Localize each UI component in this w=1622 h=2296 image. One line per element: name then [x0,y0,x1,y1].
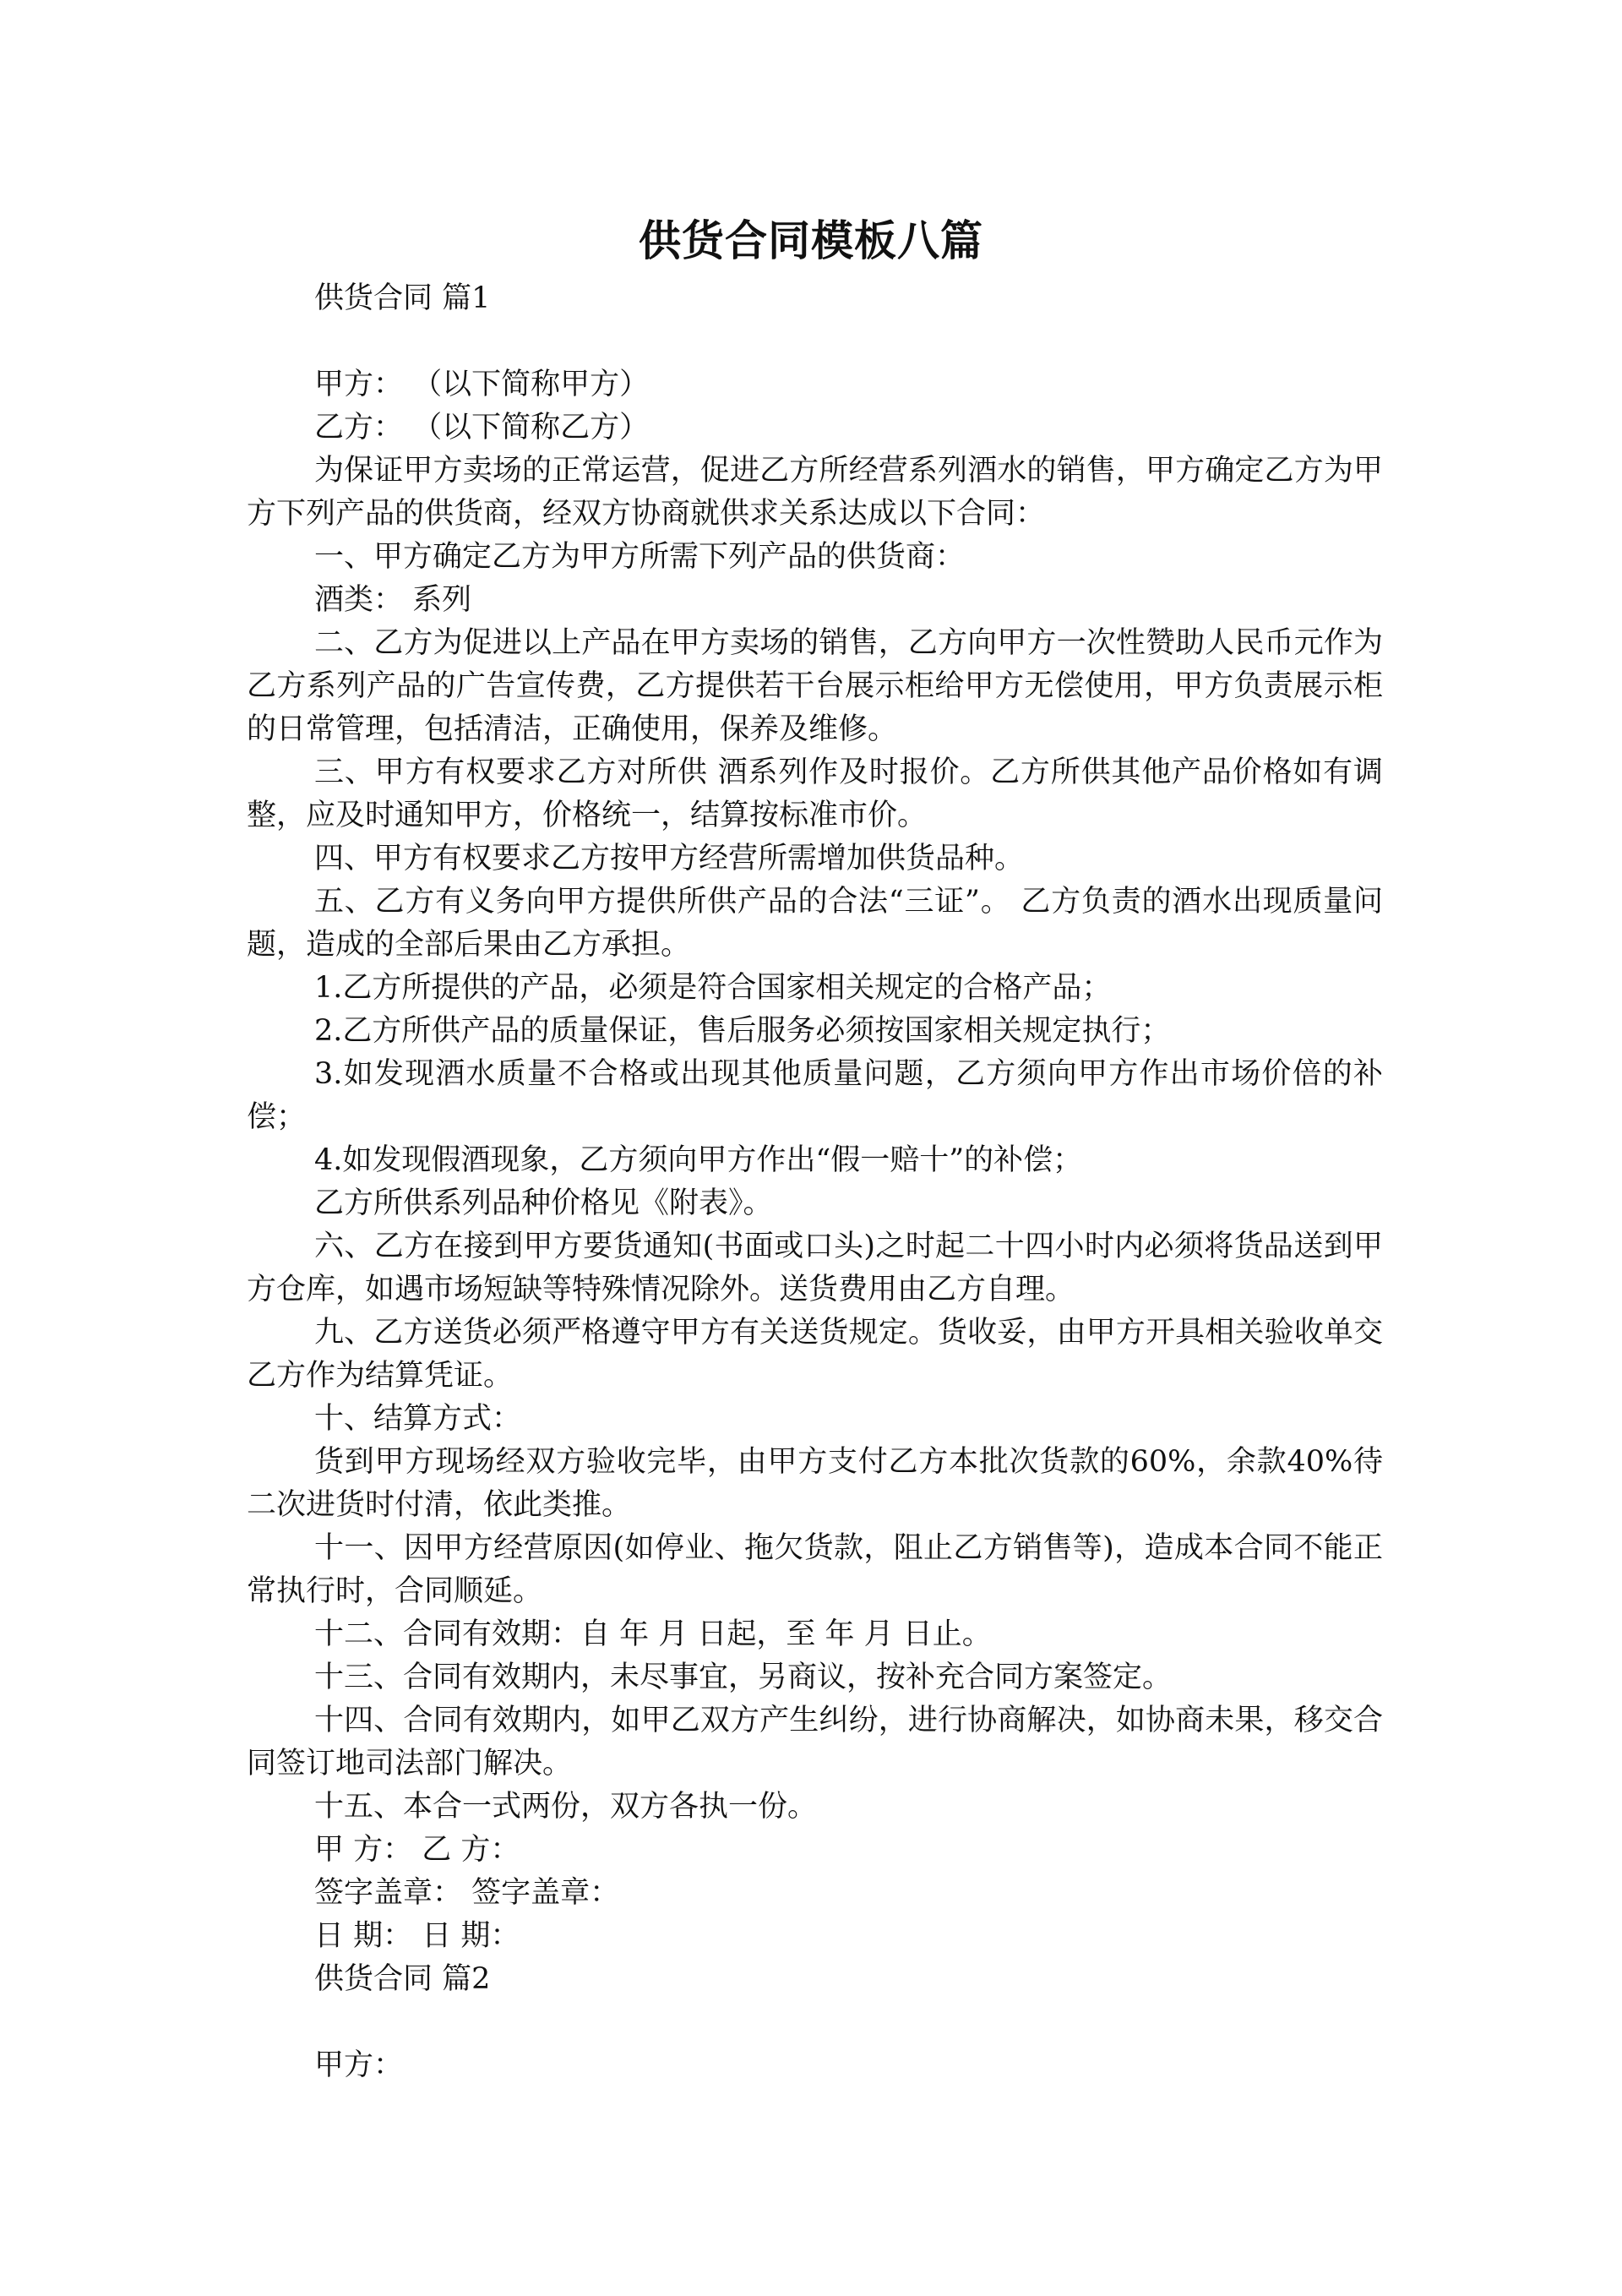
blank-line [247,320,1383,363]
paragraph: 二、乙方为促进以上产品在甲方卖场的销售，乙方向甲方一次性赞助人民币元作为乙方系列产品的广告宣传费，乙方提供若干台展示柜给甲方无偿使用，甲方负责展示柜的日常管理，包括清洁，正确使用，保养及维修。 [247,626,1383,746]
paragraph: 为保证甲方卖场的正常运营，促进乙方所经营系列酒水的销售，甲方确定乙方为甲方下列产品的供货商，经双方协商就供求关系达成以下合同： [247,454,1383,531]
paragraph: 十一、因甲方经营原因(如停业、拖欠货款，阻止乙方销售等)，造成本合同不能正常执行时，合同顺延。 [247,1531,1383,1608]
paragraph: 十、结算方式： [314,1402,522,1436]
paragraph: 1.乙方所提供的产品，必须是符合国家相关规定的合格产品； [314,971,1112,1005]
paragraph: 乙方： （以下简称乙方） [314,411,650,444]
paragraph: 十二、合同有效期：自 年 月 日起，至 年 月 日止。 [314,1617,992,1651]
paragraph: 供货合同 篇1 [314,281,491,315]
paragraph: 货到甲方现场经双方验收完毕，由甲方支付乙方本批次货款的60%，余款40%待二次进货时付清，依此类推。 [247,1445,1383,1522]
document-title: 供货合同模板八篇 [639,215,983,265]
paragraph: 4.如发现假酒现象，乙方须向甲方作出“假一赔十”的补偿； [314,1143,1083,1177]
paragraph: 甲方： [314,2048,404,2082]
blank-line [247,2001,1383,2044]
paragraph: 十四、合同有效期内，如甲乙双方产生纠纷，进行协商解决，如协商未果，移交合同签订地司法部门解决。 [247,1704,1383,1781]
paragraph: 六、乙方在接到甲方要货通知(书面或口头)之时起二十四小时内必须将货品送到甲方仓库，如遇市场短缺等特殊情况除外。送货费用由乙方自理。 [247,1230,1383,1306]
paragraph: 十五、本合一式两份，双方各执一份。 [314,1790,818,1824]
paragraph: 一、甲方确定乙方为甲方所需下列产品的供货商： [314,540,966,574]
signature-line-seal: 签字盖章： 签字盖章： [314,1876,620,1910]
paragraph: 供货合同 篇2 [314,1962,491,1996]
paragraph: 甲方： （以下简称甲方） [314,368,650,401]
paragraph: 三、甲方有权要求乙方对所供 酒系列作及时报价。乙方所供其他产品价格如有调整，应及时通知甲方，价格统一，结算按标准市价。 [247,755,1383,832]
paragraph: 酒类： 系列 [314,583,472,617]
paragraph: 五、乙方有义务向甲方提供所供产品的合法“三证”。 乙方负责的酒水出现质量问题，造成的全部后果由乙方承担。 [247,885,1383,962]
signature-line-party: 甲 方： 乙 方： [314,1833,520,1867]
paragraph: 十三、合同有效期内，未尽事宜，另商议，按补充合同方案签定。 [314,1661,1173,1694]
paragraph: 3.如发现酒水质量不合格或出现其他质量问题，乙方须向甲方作出市场价倍的补偿； [247,1057,1383,1134]
document-body [247,277,1383,2087]
paragraph: 乙方所供系列品种价格见《附表》。 [314,1186,773,1220]
paragraph: 四、甲方有权要求乙方按甲方经营所需增加供货品种。 [314,842,1025,875]
paragraph: 2.乙方所供产品的质量保证，售后服务必须按国家相关规定执行； [314,1014,1171,1048]
paragraph: 九、乙方送货必须严格遵守甲方有关送货规定。货收妥，由甲方开具相关验收单交乙方作为结算凭证。 [247,1316,1383,1393]
signature-line-date: 日 期： 日 期： [314,1919,520,1953]
